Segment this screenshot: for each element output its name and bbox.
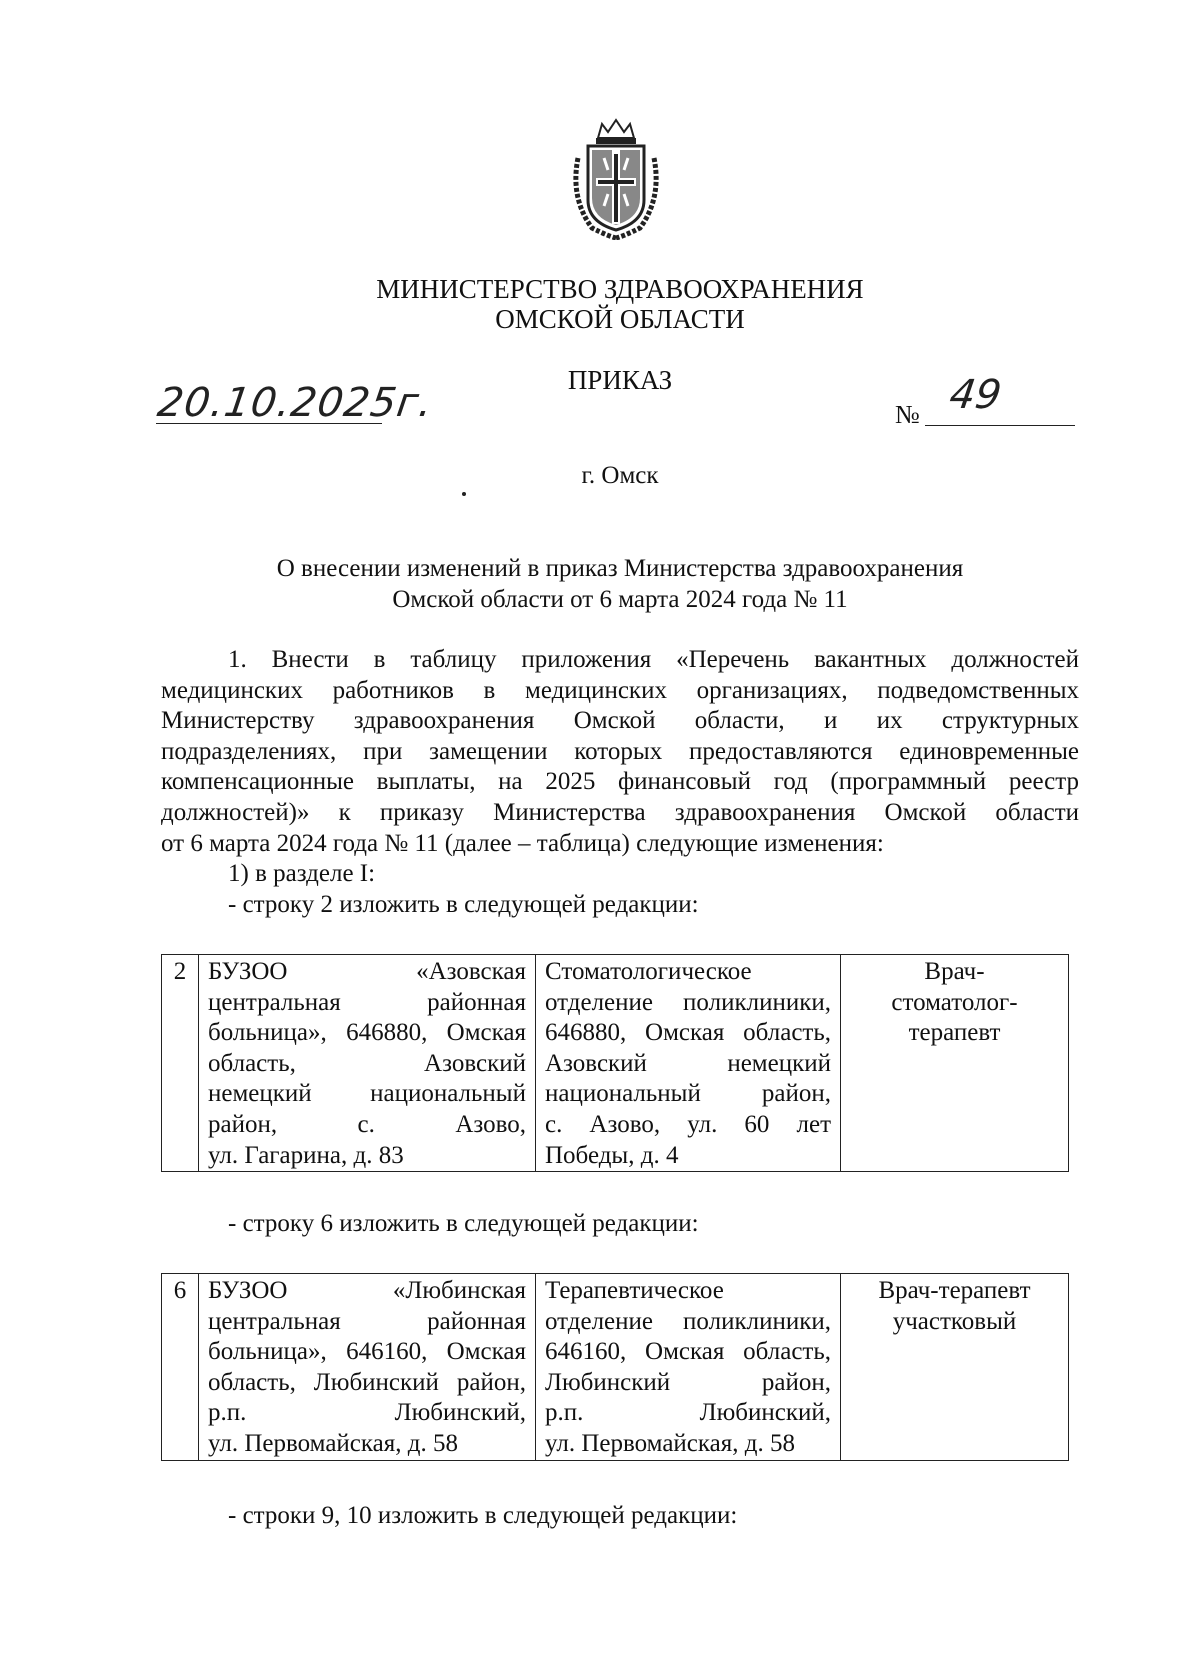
cell-line: центральная районная xyxy=(208,988,526,1016)
row-number: 2 xyxy=(162,955,199,1172)
ministry-name-line2: ОМСКОЙ ОБЛАСТИ xyxy=(495,304,745,334)
cell-line: Стоматологическое xyxy=(545,958,752,985)
cell-line: р.п. Любинский, xyxy=(545,1399,831,1427)
cell-line: область, Любинский район, xyxy=(208,1368,526,1396)
number-underline xyxy=(925,425,1075,426)
cell-line: БУЗОО «Любинская xyxy=(208,1277,526,1304)
cell-line: Любинский район, xyxy=(545,1368,831,1396)
cell-line: участковый xyxy=(892,1307,1017,1335)
table-row xyxy=(162,955,1069,1172)
position-cell xyxy=(841,1274,1069,1461)
cell-line: с. Азово, ул. 60 лет xyxy=(545,1110,831,1138)
cell-line: больница», 646160, Омская xyxy=(208,1338,526,1366)
cell-line: терапевт xyxy=(908,1019,1001,1047)
handwritten-number: 49 xyxy=(946,372,1005,418)
paragraph-line: медицинских работников в медицинских организациях, подведомственных xyxy=(161,676,1079,704)
ministry-name-line1: МИНИСТЕРСТВО ЗДРАВООХРАНЕНИЯ xyxy=(376,274,864,304)
paragraph-line: компенсационные выплаты, на 2025 финансовый год (программный реестр xyxy=(161,768,1079,796)
main-paragraph xyxy=(161,645,1079,859)
cell-line: ул. Первомайская, д. 58 xyxy=(208,1429,458,1457)
cell-line: национальный район, xyxy=(545,1080,831,1108)
organization-cell xyxy=(199,955,536,1172)
document-type: ПРИКАЗ xyxy=(567,365,673,395)
cell-line: стоматолог- xyxy=(891,988,1018,1016)
position-cell xyxy=(841,955,1069,1172)
cell-line: немецкий национальный xyxy=(208,1080,526,1108)
paragraph-line: должностей)» к приказу Министерства здравоохранения Омской области xyxy=(161,798,1079,826)
row2-intro: - строку 2 изложить в следующей редакции: xyxy=(228,891,699,918)
cell-line: центральная районная xyxy=(208,1307,526,1335)
cell-line: Врач- xyxy=(924,958,985,985)
paragraph-line: подразделениях, при замещении которых предоставляются единовременные xyxy=(161,737,1079,765)
number-sign: № xyxy=(895,400,920,429)
cell-line: отделение поликлиники, xyxy=(545,988,831,1016)
paragraph-line: от 6 марта 2024 года № 11 (далее – таблица) следующие изменения: xyxy=(161,829,884,857)
cell-line: БУЗОО «Азовская xyxy=(208,958,526,985)
table-row-2 xyxy=(161,954,1069,1172)
row6-intro: - строку 6 изложить в следующей редакции: xyxy=(228,1210,699,1237)
paragraph-line: 1. Внести в таблицу приложения «Перечень вакантных должностей xyxy=(228,646,1079,673)
table-row xyxy=(162,1274,1069,1461)
cell-line: р.п. Любинский, xyxy=(208,1399,526,1427)
city: г. Омск xyxy=(581,462,659,489)
cell-line: 646880, Омская область, xyxy=(545,1019,831,1047)
cell-line: ул. Первомайская, д. 58 xyxy=(545,1429,795,1457)
cell-line: Азовский немецкий xyxy=(545,1049,831,1077)
table-row-6 xyxy=(161,1273,1069,1461)
cell-line: больница», 646880, Омская xyxy=(208,1019,526,1047)
cell-line: 646160, Омская область, xyxy=(545,1338,831,1366)
stray-dot xyxy=(462,492,466,496)
coat-of-arms-icon xyxy=(568,118,664,240)
paragraph-line: Министерству здравоохранения Омской области, и их структурных xyxy=(161,707,1079,735)
cell-line: Терапевтическое xyxy=(545,1277,724,1304)
department-cell xyxy=(536,1274,841,1461)
rows910-intro: - строки 9, 10 изложить в следующей редакции: xyxy=(228,1502,738,1529)
cell-line: район, с. Азово, xyxy=(208,1110,526,1138)
department-cell xyxy=(536,955,841,1172)
cell-line: Победы, д. 4 xyxy=(545,1141,679,1169)
cell-line: ул. Гагарина, д. 83 xyxy=(208,1141,404,1169)
cell-line: Врач-терапевт xyxy=(878,1277,1031,1304)
organization-cell xyxy=(199,1274,536,1461)
section-line: 1) в разделе I: xyxy=(228,860,376,887)
subject-line2: Омской области от 6 марта 2024 года № 11 xyxy=(392,586,848,613)
cell-line: область, Азовский xyxy=(208,1049,526,1077)
handwritten-date: 20.10.2025г. xyxy=(154,380,436,426)
row-number: 6 xyxy=(162,1274,199,1461)
date-underline xyxy=(156,423,382,424)
subject-line1: О внесении изменений в приказ Министерства здравоохранения xyxy=(276,555,964,582)
cell-line: отделение поликлиники, xyxy=(545,1307,831,1335)
